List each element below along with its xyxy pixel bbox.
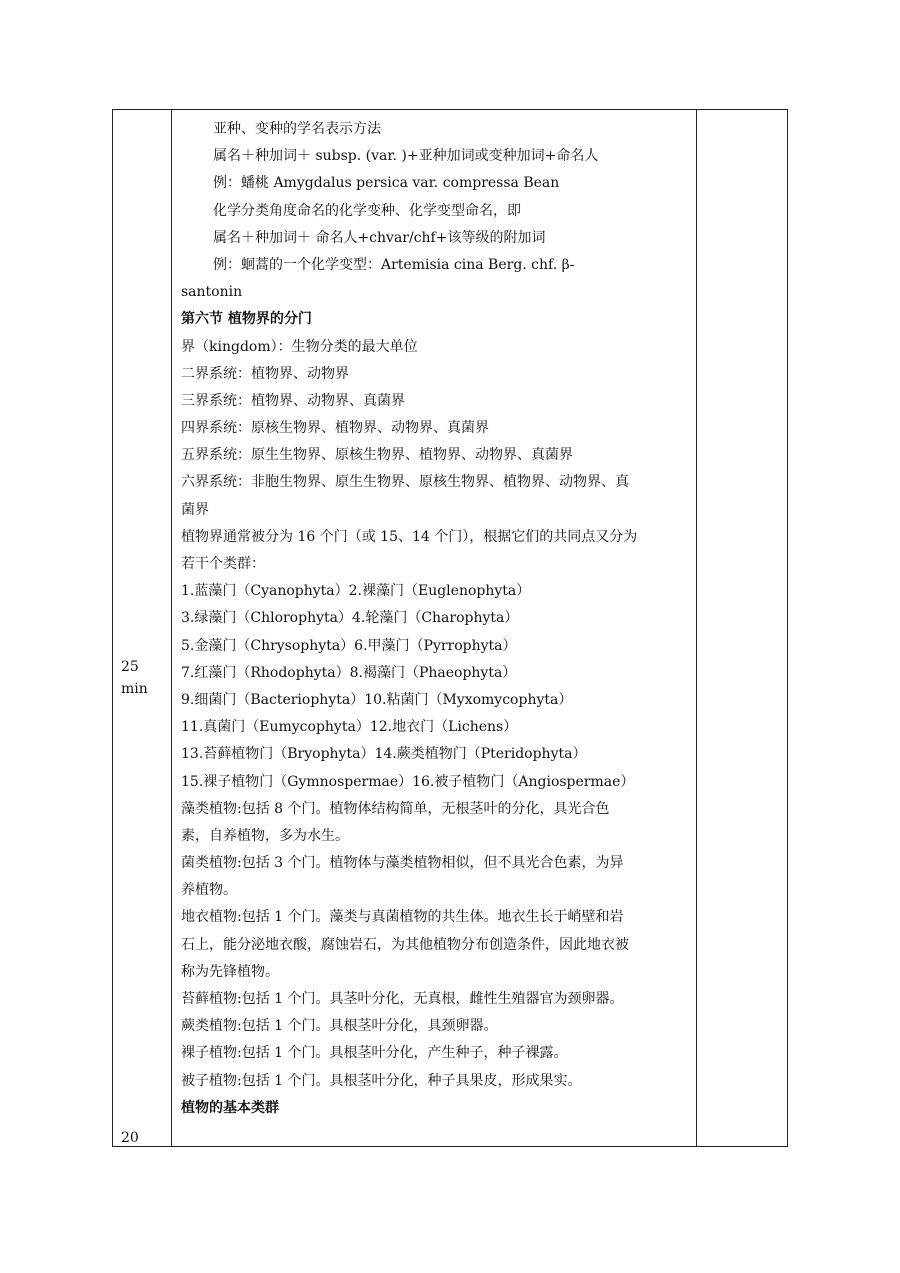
content-line: 六界系统：非胞生物界、原生生物界、原核生物界、植物界、动物界、真 — [181, 474, 629, 491]
time-label-20: 20 — [121, 1130, 139, 1146]
time-label-25-min: 25 min — [121, 659, 148, 697]
content-line: 地衣植物:包括 1 个门。藻类与真菌植物的共生体。地衣生长于峭壁和岩 — [181, 909, 624, 926]
content-line: 13.苔藓植物门（Bryophyta）14.蕨类植物门（Pteridophyta） — [181, 746, 587, 763]
content-line: 藻类植物:包括 8 个门。植物体结构简单，无根茎叶的分化，具光合色 — [181, 800, 610, 817]
content-line: 15.裸子植物门（Gymnospermae）16.被子植物门（Angiospermae） — [181, 773, 635, 790]
content-line: 属名＋种加词＋ subsp. (var. )+亚种加词或变种加词+命名人 — [213, 148, 599, 165]
content-line: 植物界通常被分为 16 个门（或 15、14 个门），根据它们的共同点又分为 — [181, 528, 638, 545]
content-line: 苔藓植物:包括 1 个门。具茎叶分化，无真根，雌性生殖器官为颈卵器。 — [181, 991, 624, 1007]
content-line: 被子植物:包括 1 个门。具根茎叶分化，种子具果皮，形成果实。 — [181, 1072, 582, 1089]
section-heading: 植物的基本类群 — [181, 1099, 279, 1116]
content-line: 化学分类角度命名的化学变种、化学变型命名，即 — [213, 202, 521, 219]
content-column — [172, 110, 697, 1146]
content-line: 9.细菌门（Bacteriophyta）10.粘菌门（Myxomycophyta） — [181, 691, 573, 708]
content-text — [181, 116, 691, 1122]
content-line: 菌界 — [181, 501, 209, 518]
time-column — [113, 110, 172, 1146]
content-line: 菌类植物:包括 3 个门。植物体与藻类植物相似，但不具光合色素，为异 — [181, 855, 624, 872]
content-line: 11.真菌门（Eumycophyta）12.地衣门（Lichens） — [181, 719, 518, 736]
content-line: 例：蟠桃 Amygdalus persica var. compressa Bean — [213, 175, 560, 192]
content-line: 养植物。 — [181, 882, 237, 899]
content-line: 二界系统：植物界、动物界 — [181, 365, 349, 382]
content-line: 3.绿藻门（Chlorophyta）4.轮藻门（Charophyta） — [181, 610, 519, 627]
content-line: 7.红藻门（Rhodophyta）8.褐藻门（Phaeophyta） — [181, 664, 517, 681]
content-line: 蕨类植物:包括 1 个门。具根茎叶分化，具颈卵器。 — [181, 1018, 498, 1035]
lesson-plan-table — [112, 109, 788, 1147]
notes-column — [697, 110, 786, 1146]
content-line: 亚种、变种的学名表示方法 — [213, 121, 381, 137]
content-line: 四界系统：原核生物界、植物界、动物界、真菌界 — [181, 420, 489, 437]
content-line: 称为先锋植物。 — [181, 963, 279, 980]
content-line: santonin — [181, 284, 243, 301]
content-line: 若干个类群： — [181, 556, 265, 572]
content-line: 三界系统：植物界、动物界、真菌界 — [181, 392, 405, 409]
content-line: 素，自养植物，多为水生。 — [181, 827, 349, 844]
content-line: 界（kingdom）：生物分类的最大单位 — [181, 338, 418, 355]
content-line: 五界系统：原生生物界、原核生物界、植物界、动物界、真菌界 — [181, 447, 573, 464]
content-line: 5.金藻门（Chrysophyta）6.甲藻门（Pyrrophyta） — [181, 637, 517, 654]
content-line: 属名＋种加词＋ 命名人+chvar/chf+该等级的附加词 — [213, 229, 546, 246]
content-line: 裸子植物:包括 1 个门。具根茎叶分化，产生种子，种子裸露。 — [181, 1045, 568, 1062]
content-line: 1.蓝藻门（Cyanophyta）2.裸藻门（Euglenophyta） — [181, 583, 531, 600]
content-line: 石上，能分泌地衣酸，腐蚀岩石，为其他植物分布创造条件，因此地衣被 — [181, 936, 629, 953]
content-line: 例：蛔蒿的一个化学变型：Artemisia cina Berg. chf. β- — [213, 256, 575, 273]
section-heading: 第六节 植物界的分门 — [181, 311, 312, 328]
